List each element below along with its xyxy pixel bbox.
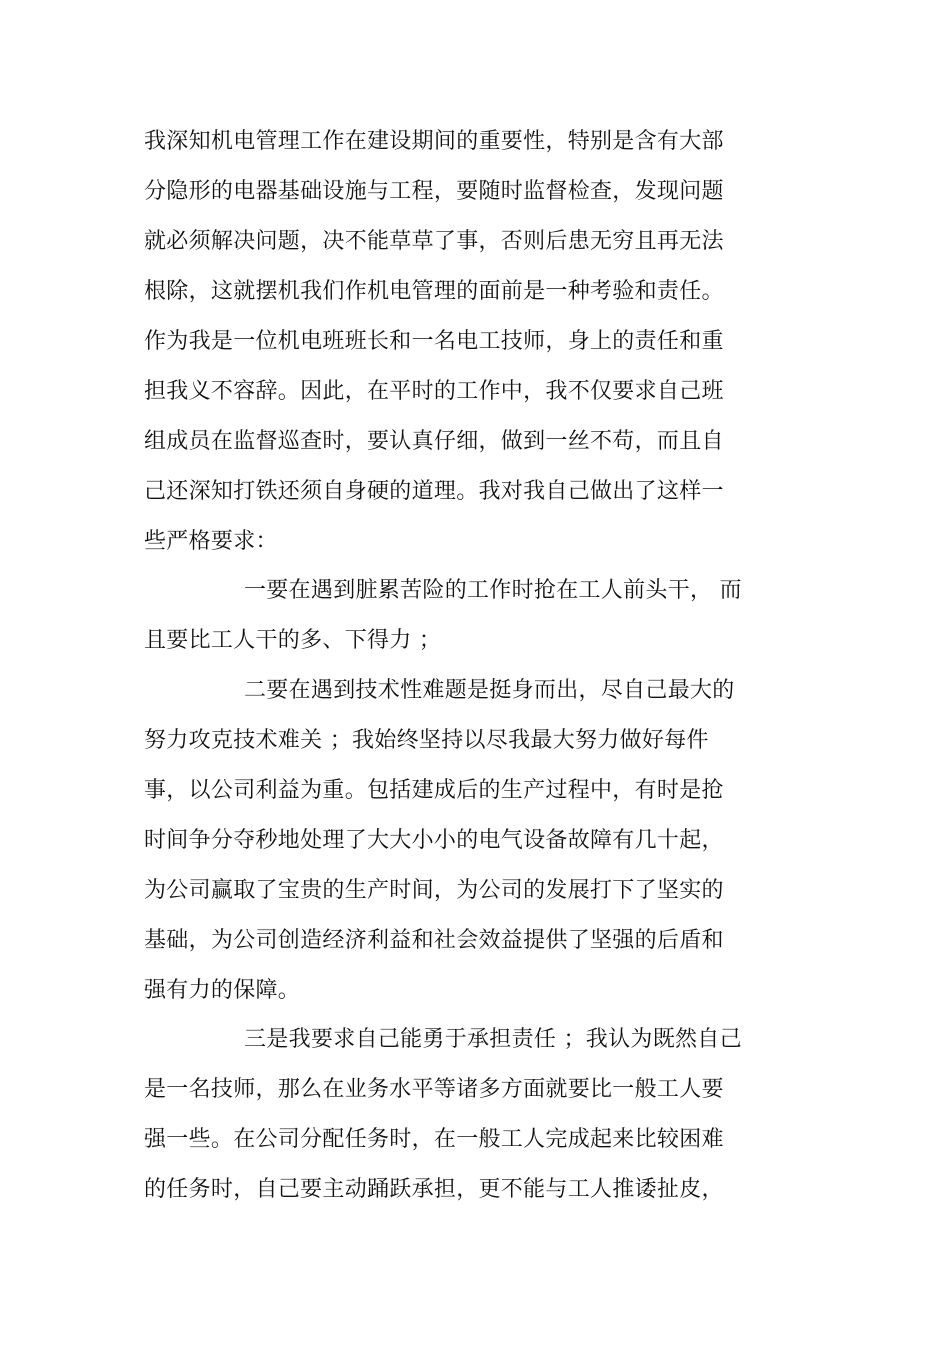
text-line: 是一名技师，那么在业务水平等诸多方面就要比一般工人要 xyxy=(144,1077,724,1102)
text-line: 我深知机电管理工作在建设期间的重要性，特别是含有大部 xyxy=(144,129,724,154)
text-line: 事，以公司利益为重。包括建成后的生产过程中，有时是抢 xyxy=(144,778,724,803)
text-line: 担我义不容辞。因此，在平时的工作中，我不仅要求自己班 xyxy=(144,379,724,404)
text-line: 为公司赢取了宝贵的生产时间，为公司的发展打下了坚实的 xyxy=(144,878,724,903)
text-line: 些严格要求： xyxy=(144,529,278,554)
text-line: 基础，为公司创造经济利益和社会效益提供了坚强的后盾和 xyxy=(144,928,724,953)
text-line: 组成员在监督巡查时，要认真仔细，做到一丝不苟，而且自 xyxy=(144,429,724,454)
text-line: 三是我要求自己能勇于承担责任 ；我认为既然自己 xyxy=(244,1027,742,1052)
text-line: 分隐形的电器基础设施与工程，要随时监督检查，发现问题 xyxy=(144,179,724,204)
text-line: 的任务时，自己要主动踊跃承担，更不能与工人推诿扯皮， xyxy=(144,1177,724,1202)
text-line: 二要在遇到技术性难题是挺身而出，尽自己最大的 xyxy=(244,678,735,703)
text-line: 一要在遇到脏累苦险的工作时抢在工人前头干， 而 xyxy=(244,578,742,603)
text-line: 作为我是一位机电班班长和一名电工技师，身上的责任和重 xyxy=(144,329,724,354)
text-line: 且要比工人干的多、下得力 ； xyxy=(144,628,442,653)
text-line: 时间争分夺秒地处理了大大小小的电气设备故障有几十起， xyxy=(144,828,724,853)
text-line: 努力攻克技术难关 ；我始终坚持以尽我最大努力做好每件 xyxy=(144,728,709,753)
text-line: 强一些。在公司分配任务时，在一般工人完成起来比较困难 xyxy=(144,1127,724,1152)
text-line: 就必须解决问题，决不能草草了事，否则后患无穷且再无法 xyxy=(144,229,724,254)
text-line: 根除，这就摆机我们作机电管理的面前是一种考验和责任。 xyxy=(144,279,724,304)
text-line: 己还深知打铁还须自身硬的道理。我对我自己做出了这样一 xyxy=(144,479,724,504)
text-line: 强有力的保障。 xyxy=(144,978,301,1003)
